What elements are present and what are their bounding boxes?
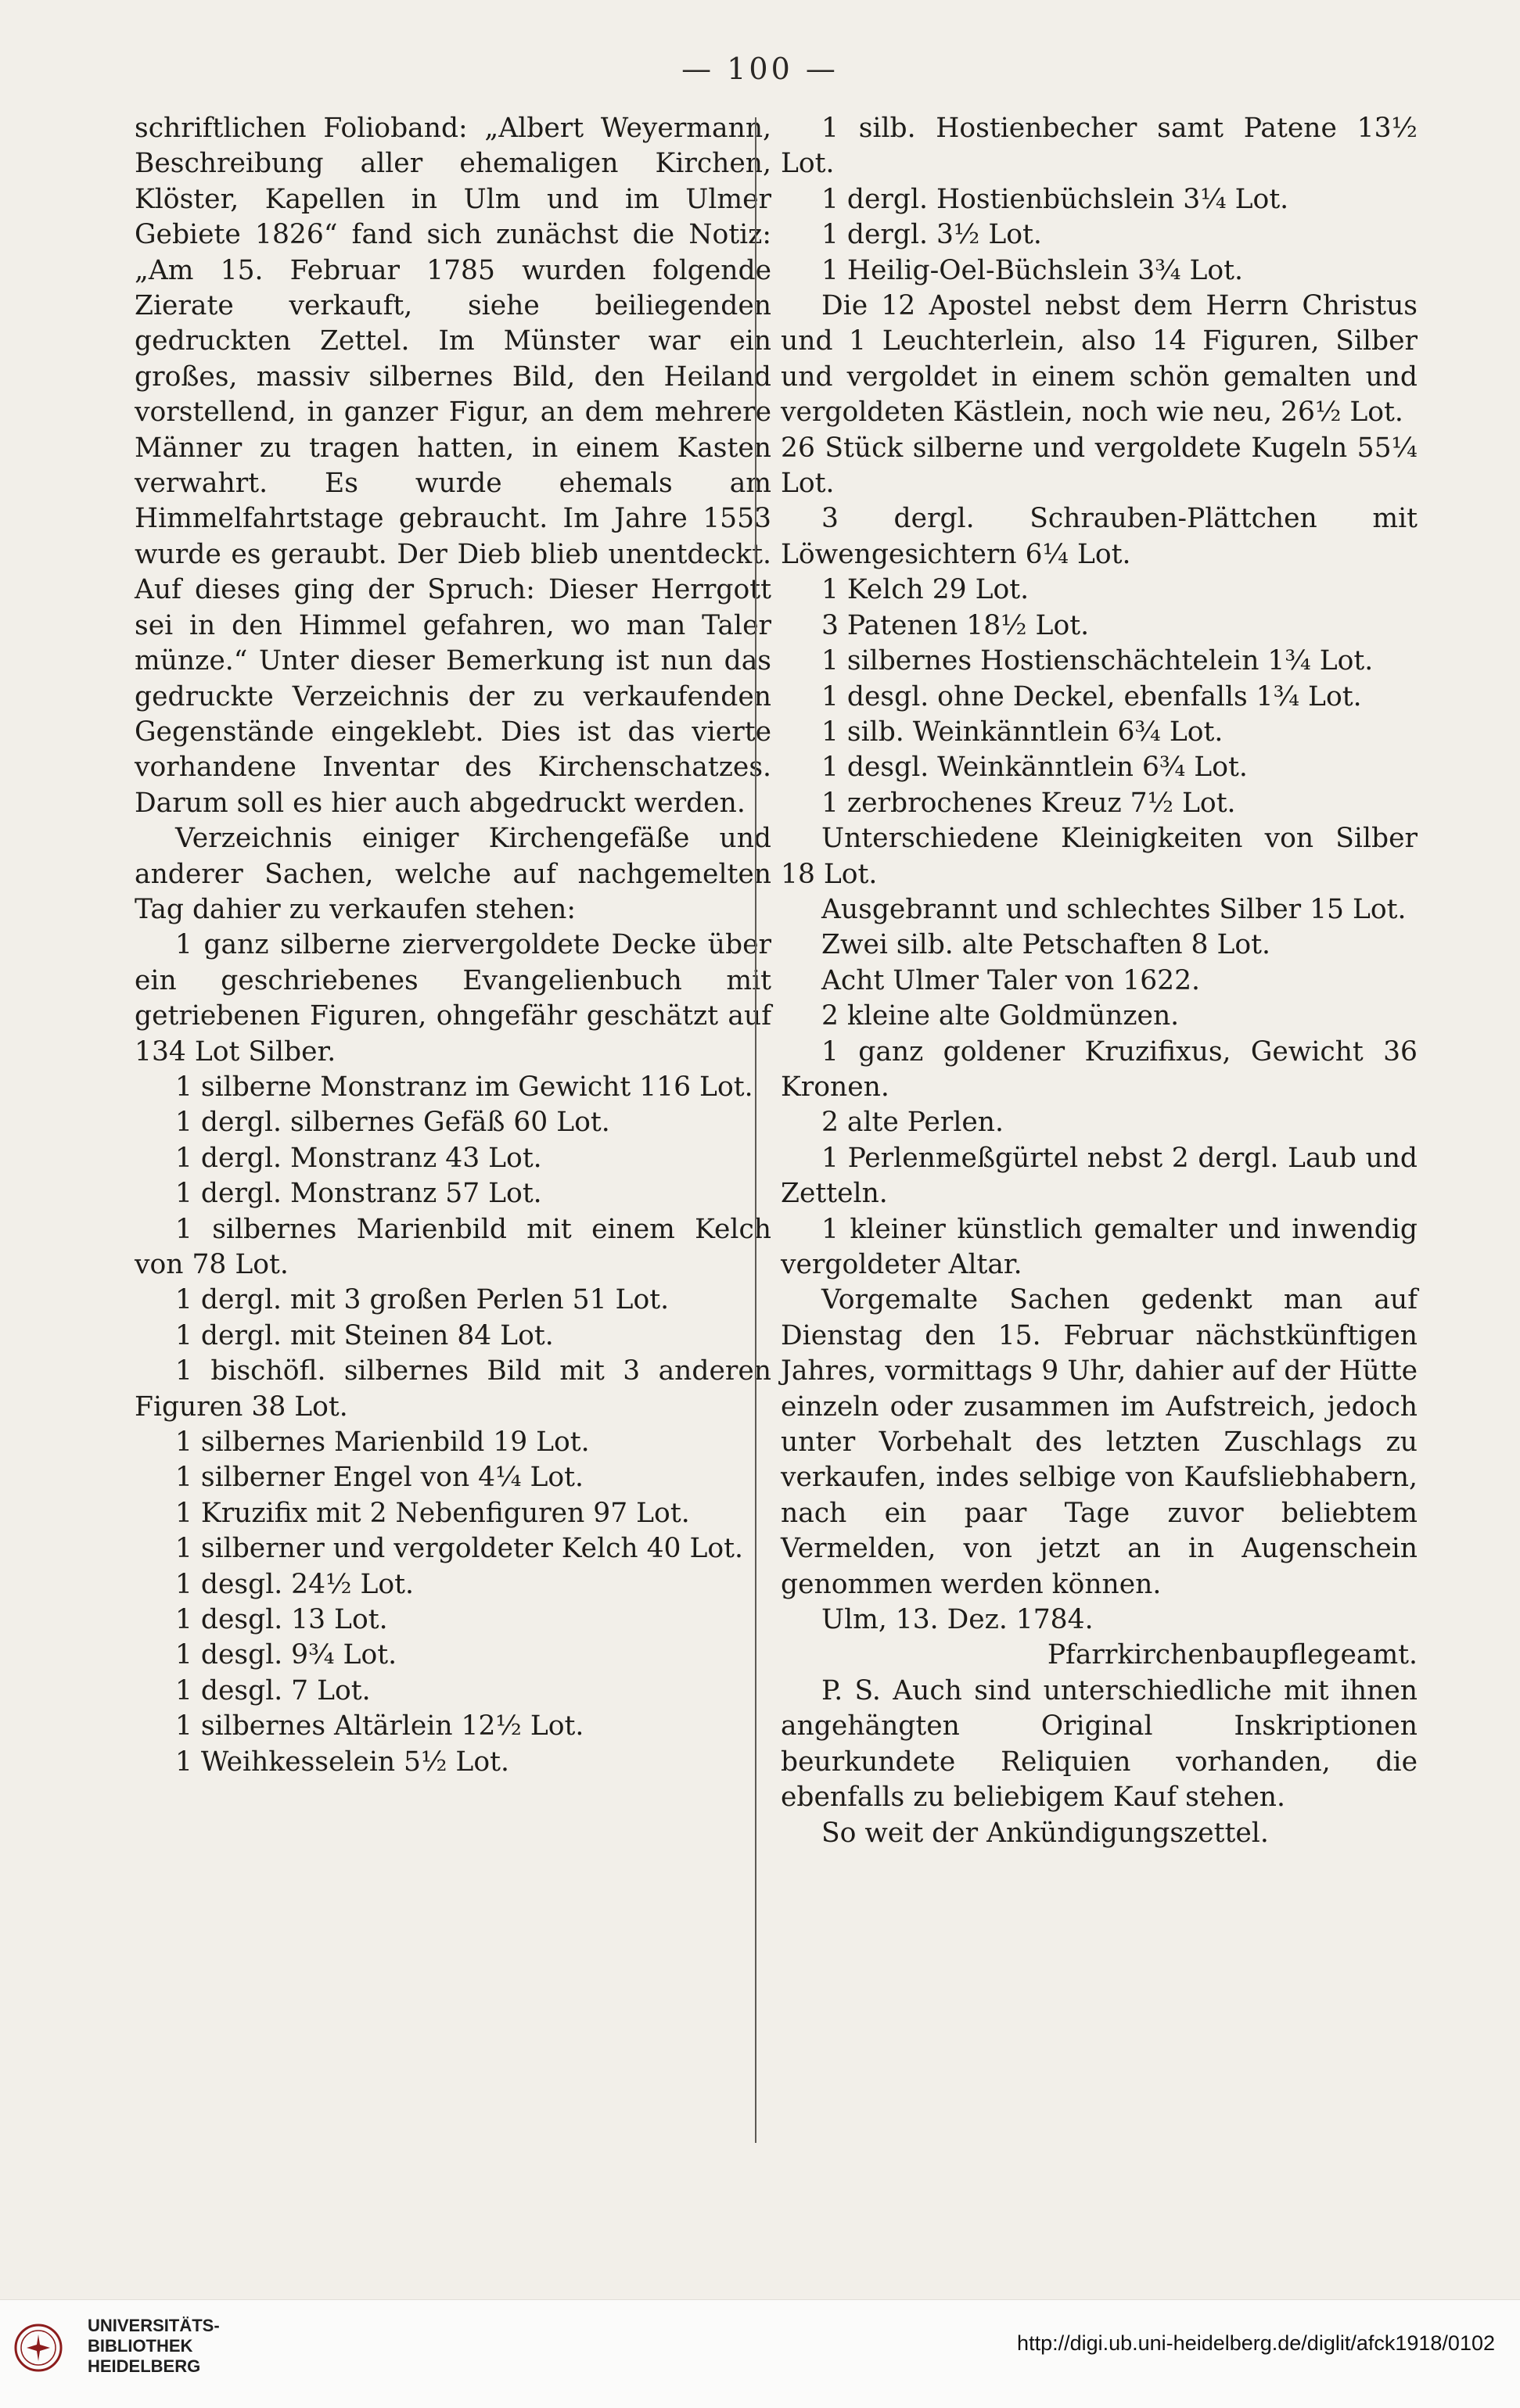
page-number: — 100 — (681, 52, 839, 86)
paragraph: 1 silberne Monstranz im Gewicht 116 Lot. (175, 1071, 753, 1103)
library-seal-icon (14, 2324, 63, 2372)
left-column (135, 111, 771, 1780)
footer (0, 2299, 1520, 2408)
paragraph: 1 dergl. Monstranz 43 Lot. (175, 1142, 542, 1174)
paragraph: 1 silb. Hostienbecher samt Patene 13½ Lot. (781, 113, 1418, 180)
paragraph: 1 dergl. mit 3 großen Perlen 51 Lot. (175, 1284, 670, 1316)
paragraph: 3 Patenen 18½ Lot. (821, 609, 1090, 641)
paragraph: 1 desgl. 7 Lot. (175, 1674, 371, 1706)
paragraph: 1 zerbrochenes Kreuz 7½ Lot. (821, 787, 1236, 819)
paragraph: Pfarrkirchenbaupflegeamt. (1047, 1639, 1418, 1671)
paragraph: Ulm, 13. Dez. 1784. (821, 1604, 1094, 1636)
column-divider (755, 117, 756, 2143)
paragraph: 1 Perlenmeßgürtel nebst 2 dergl. Laub und Zetteln. (781, 1142, 1418, 1210)
paragraph: 1 silb. Weinkänntlein 6¾ Lot. (821, 716, 1224, 748)
paragraph: P. S. Auch sind unterschiedliche mit ihnen angehängten Original Inskriptionen beurkundete Reliquien vorhanden, die ebenfalls zu beliebigem Kauf stehen. (781, 1674, 1418, 1814)
paragraph: 1 silberner Engel von 4¼ Lot. (175, 1462, 584, 1494)
paragraph: 1 silberner und vergoldeter Kelch 40 Lot. (175, 1533, 743, 1565)
paragraph: 1 Kelch 29 Lot. (821, 574, 1030, 606)
paragraph: 1 bischöfl. silbernes Bild mit 3 anderen Figuren 38 Lot. (135, 1355, 771, 1423)
library-name-line: UNIVERSITÄTS- (88, 2316, 220, 2335)
paragraph: 1 silbernes Marienbild mit einem Kelch von 78 Lot. (135, 1213, 771, 1280)
library-name (88, 2316, 220, 2377)
paragraph: Unterschiedene Kleinigkeiten von Silber 18 Lot. (781, 823, 1418, 890)
paragraph: Die 12 Apostel nebst dem Herrn Christus und 1 Leuchterlein, also 14 Figuren, Silber und vergoldet in einem schön gemalten und vergoldeten Kästlein, noch wie neu, 26½ Lot. (781, 290, 1418, 429)
paragraph: Ausgebrannt und schlechtes Silber 15 Lot. (821, 893, 1407, 925)
paragraph: schriftlichen Folioband: „Albert Weyermann, Beschreibung aller ehemaligen Kirchen, Klöster, Kapellen in Ulm und im Ulmer Gebiete 1826“ fand sich zunächst die Notiz: „Am 15. Februar 1785 wurden folgende Zierate verkauft, siehe beiliegenden gedruckten Zettel. Im Münster war ein großes, massiv silbernes Bild, den Heiland vorstellend, in ganzer Figur, an dem mehrere Männer zu tragen hatten, in einem Kasten verwahrt. Es wurde ehemals am Himmelfahrtstage gebraucht. Im Jahre 1553 wurde es geraubt. Der Dieb blieb unentdeckt. Auf dieses ging der Spruch: Dieser Herrgott sei in den Himmel gefahren, wo man Taler münze.“ Unter dieser Bemerkung ist nun das gedruckte Verzeichnis der zu verkaufenden Gegenstände eingeklebt. Dies ist das vierte vorhandene Inventar des Kirchenschatzes. Darum soll es hier auch abgedruckt werden. (135, 113, 771, 819)
right-column (781, 111, 1418, 1851)
paragraph: 2 alte Perlen. (821, 1107, 1004, 1139)
paragraph: 1 dergl. Hostienbüchslein 3¼ Lot. (821, 183, 1289, 215)
paragraph: 1 dergl. silbernes Gefäß 60 Lot. (175, 1107, 610, 1139)
paragraph: 1 desgl. 24½ Lot. (175, 1568, 414, 1600)
paragraph: 1 desgl. 9¾ Lot. (175, 1639, 397, 1671)
paragraph: Verzeichnis einiger Kirchengefäße und anderer Sachen, welche auf nachgemelten Tag dahier zu verkaufen stehen: (135, 823, 771, 925)
library-name-line: HEIDELBERG (88, 2356, 201, 2376)
library-name-line: BIBLIOTHEK (88, 2336, 193, 2356)
paragraph: 1 kleiner künstlich gemalter und inwendig vergoldeter Altar. (781, 1213, 1418, 1280)
paragraph: 2 kleine alte Goldmünzen. (821, 1000, 1180, 1032)
paragraph: 1 ganz silberne ziervergoldete Decke über ein geschriebenes Evangelienbuch mit getriebenen Figuren, ohngefähr geschätzt auf 134 Lot Silber. (135, 929, 771, 1068)
paragraph: 1 silbernes Hostienschächtelein 1¾ Lot. (821, 645, 1374, 677)
paragraph: 1 Kruzifix mit 2 Nebenfiguren 97 Lot. (175, 1497, 690, 1529)
paragraph: 1 silbernes Marienbild 19 Lot. (175, 1426, 590, 1459)
paragraph: 1 dergl. Monstranz 57 Lot. (175, 1178, 542, 1210)
paragraph: 1 desgl. Weinkänntlein 6¾ Lot. (821, 752, 1248, 784)
paragraph: 1 dergl. mit Steinen 84 Lot. (175, 1319, 554, 1351)
paragraph: So weit der Ankündigungszettel. (821, 1817, 1269, 1849)
paragraph: 1 Heilig-Oel-Büchslein 3¾ Lot. (821, 254, 1244, 286)
paragraph: Acht Ulmer Taler von 1622. (821, 964, 1201, 996)
paragraph: 3 dergl. Schrauben-Plättchen mit Löwengesichtern 6¼ Lot. (781, 503, 1418, 570)
paragraph: Zwei silb. alte Petschaften 8 Lot. (821, 929, 1270, 961)
paragraph: 1 ganz goldener Kruzifixus, Gewicht 36 Kronen. (781, 1035, 1418, 1103)
paragraph: 1 dergl. 3½ Lot. (821, 219, 1042, 251)
paragraph: 1 Weihkesselein 5½ Lot. (175, 1746, 509, 1778)
paragraph: 1 silbernes Altärlein 12½ Lot. (175, 1710, 584, 1742)
paragraph: 1 desgl. ohne Deckel, ebenfalls 1¾ Lot. (821, 680, 1362, 712)
paragraph: 1 desgl. 13 Lot. (175, 1604, 388, 1636)
paragraph: 26 Stück silberne und vergoldete Kugeln 55¼ Lot. (781, 432, 1418, 500)
paragraph: Vorgemalte Sachen gedenkt man auf Dienstag den 15. Februar nächstkünftigen Jahres, vormittags 9 Uhr, dahier auf der Hütte einzeln oder zusammen im Aufstreich, jedoch unter Vorbehalt des letzten Zuschlags zu verkaufen, indes selbige von Kaufsliebhabern, nach ein paar Tage zuvor beliebtem Vermelden, von jetzt an in Augenschein genommen werden können. (781, 1284, 1418, 1600)
source-url[interactable]: http://digi.ub.uni-heidelberg.de/diglit/afck1918/0102 (1017, 2331, 1495, 2355)
